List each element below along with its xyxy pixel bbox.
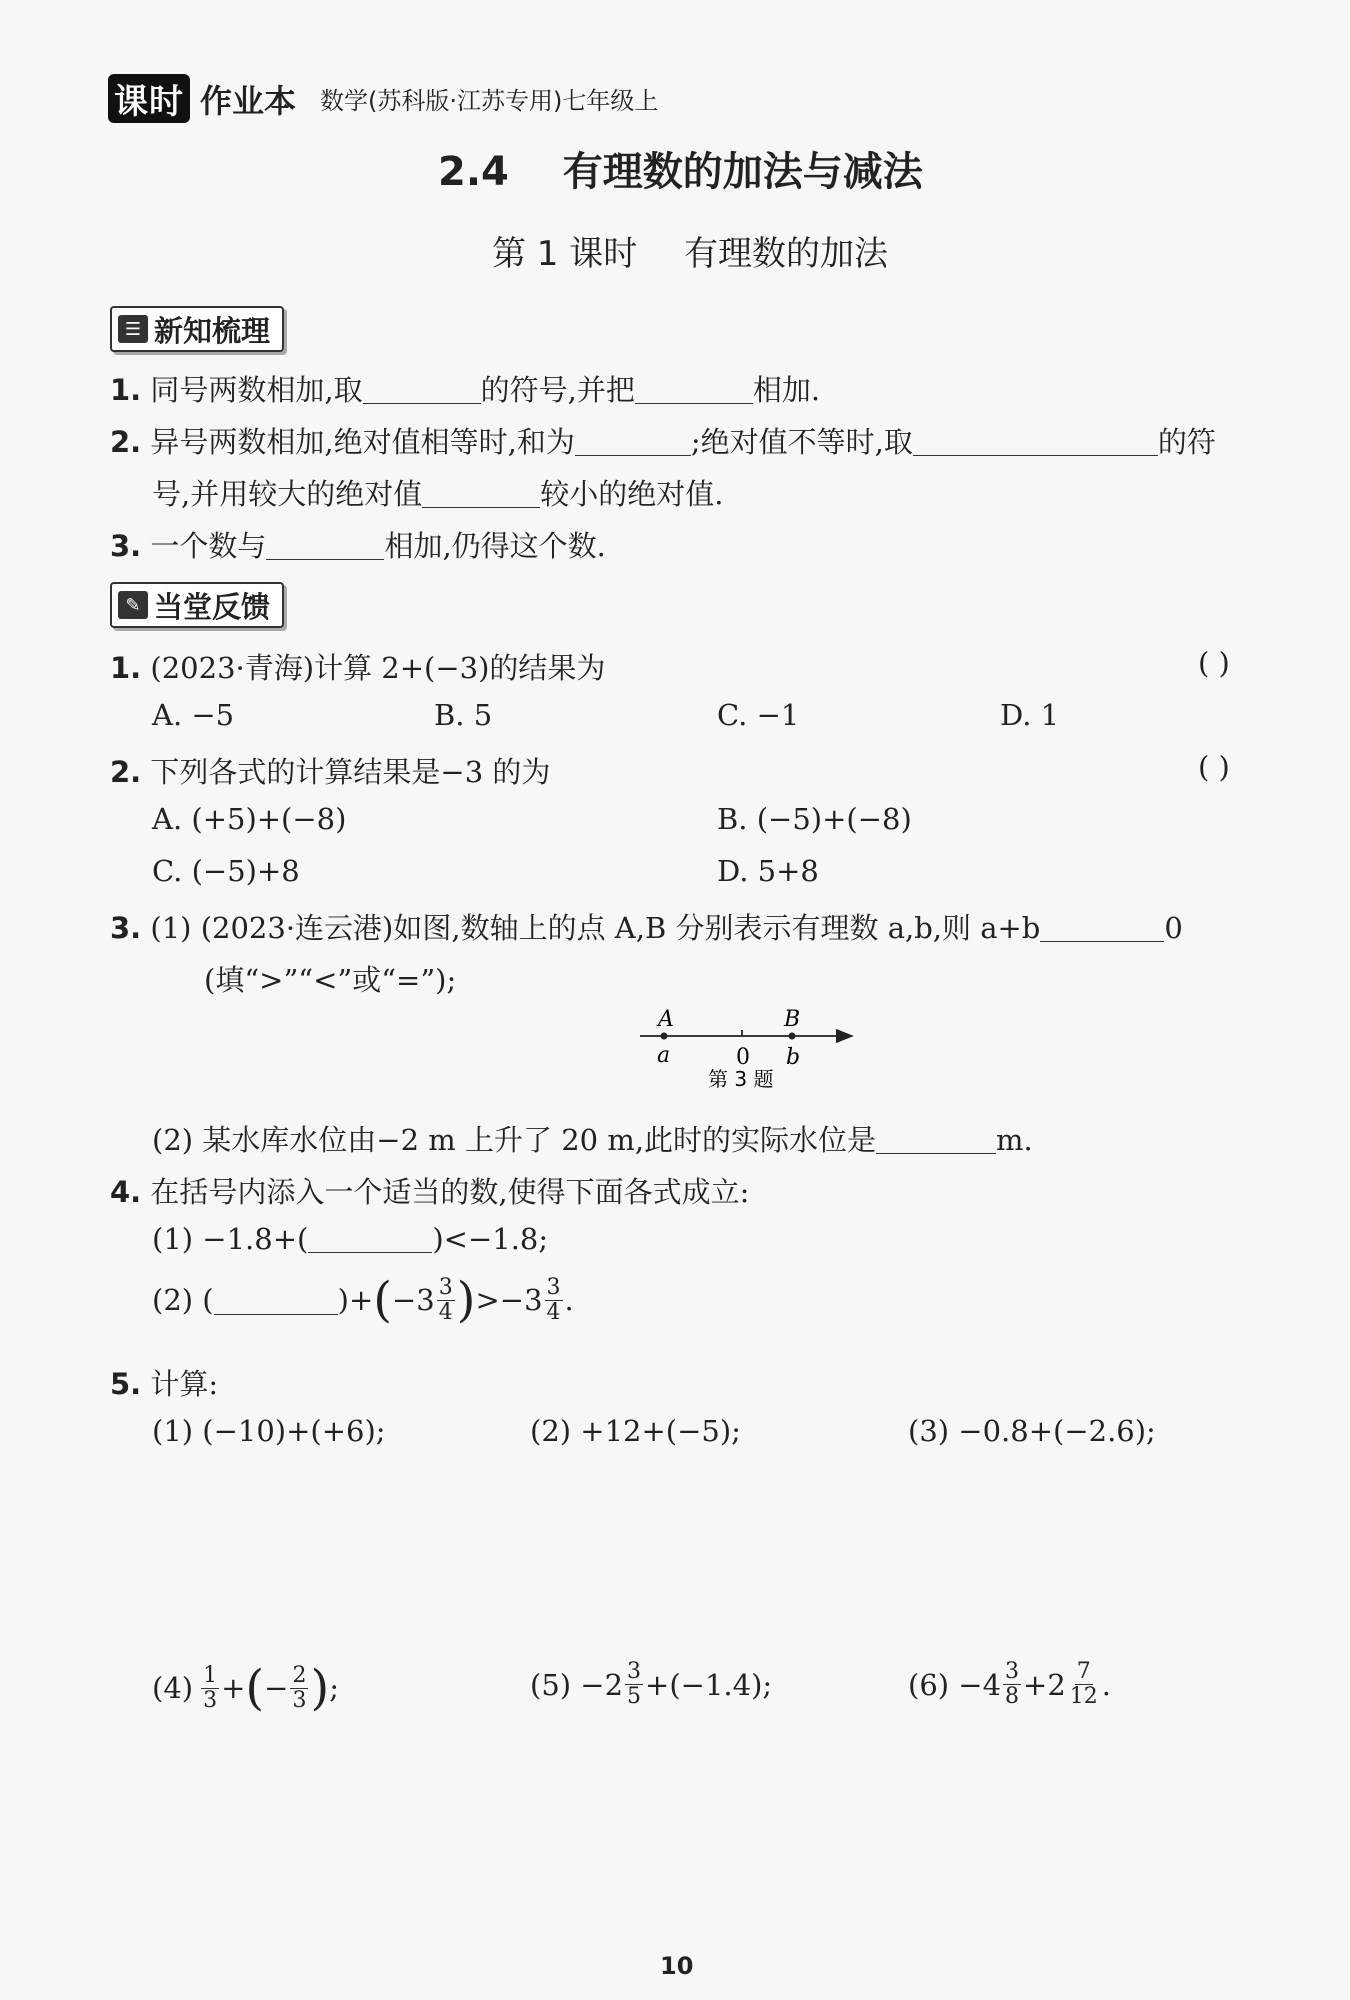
section-label-text: 当堂反馈	[154, 589, 271, 624]
answer-paren[interactable]: ( )	[1198, 750, 1230, 784]
number-line-figure	[620, 1002, 880, 1088]
calc-6: (6) −4 $\frac{3}{8}$ +2 $\frac{7}{12}$ .	[908, 1659, 1112, 1709]
p1-question-2-cont: 号,并用较大的绝对值 较小的绝对值.	[152, 477, 724, 511]
calc-1: (1) (−10)+(+6);	[152, 1414, 386, 1448]
p2-question-3: 3. (1) (2023·连云港)如图,数轴上的点 A,B 分别表示有理数 a,b,则 a+b 0	[110, 911, 1183, 945]
section-title	[438, 140, 923, 197]
pencil-icon: ✎	[118, 591, 148, 619]
section-label-text: 新知梳理	[154, 313, 271, 348]
section-number: 2.4	[438, 149, 509, 195]
blank[interactable]	[575, 427, 691, 456]
blank[interactable]	[308, 1224, 432, 1253]
blank[interactable]	[876, 1125, 996, 1154]
option-b[interactable]: B. 5	[434, 698, 493, 732]
label-a: a	[657, 1043, 671, 1068]
p2-question-3-part2: (2) 某水库水位由−2 m 上升了 20 m,此时的实际水位是 m.	[152, 1123, 1033, 1157]
blank[interactable]	[422, 479, 540, 508]
fraction: $\frac{3}{8}$	[1005, 1659, 1020, 1709]
option-d[interactable]: D. 1	[1000, 698, 1060, 732]
blank[interactable]	[1040, 913, 1164, 942]
option-a[interactable]: A. −5	[152, 698, 235, 732]
blank[interactable]	[635, 375, 753, 404]
fraction: $\frac{1}{3}$	[203, 1662, 218, 1713]
section-label-new-knowledge	[110, 306, 284, 352]
fraction: $\frac{7}{12}$	[1069, 1659, 1098, 1709]
p2-question-5: 5. 计算:	[110, 1367, 219, 1401]
lesson-name: 有理数的加法	[684, 234, 889, 274]
p2-question-4-sub2: (2) ( )+ ( −3 $\frac{3}{4}$ ) >−3 $\frac{3}{4}$ .	[152, 1272, 574, 1328]
subject: 数学(苏科版·江苏专用)七年级上	[320, 87, 659, 115]
p2-question-3-hint: (填“>”“<”或“=”);	[204, 963, 457, 997]
section-label-feedback	[110, 582, 284, 628]
p1-question-2: 2. 异号两数相加,绝对值相等时,和为 ;绝对值不等时,取 的符	[110, 425, 1216, 459]
fraction: $\frac{2}{3}$	[292, 1662, 307, 1713]
p2-question-4: 4. 在括号内添入一个适当的数,使得下面各式成立:	[110, 1175, 750, 1209]
p2-question-4-sub1: (1) −1.8+( )<−1.8;	[152, 1222, 549, 1256]
label-zero: 0	[736, 1045, 750, 1070]
label-B: B	[784, 1007, 801, 1032]
header	[108, 74, 658, 123]
blank[interactable]	[913, 427, 1158, 456]
fraction: $\frac{3}{4}$	[546, 1274, 561, 1325]
p1-question-3: 3. 一个数与 相加,仍得这个数.	[110, 529, 606, 563]
calc-3: (3) −0.8+(−2.6);	[908, 1414, 1156, 1448]
point-b	[789, 1033, 796, 1040]
brand-logo: 课时	[108, 74, 190, 123]
blank[interactable]	[266, 531, 384, 560]
page-number: 10	[660, 1952, 694, 1980]
lesson-title	[492, 226, 888, 275]
book-name: 作业本	[200, 81, 297, 120]
option-a[interactable]: A. (+5)+(−8)	[152, 802, 347, 836]
option-c[interactable]: C. −1	[717, 698, 800, 732]
section-name: 有理数的加法与减法	[562, 149, 923, 195]
answer-paren[interactable]: ( )	[1198, 646, 1230, 680]
book-icon: ☰	[118, 315, 148, 343]
point-a	[661, 1033, 668, 1040]
blank[interactable]	[363, 375, 481, 404]
option-d[interactable]: D. 5+8	[717, 854, 819, 888]
figure-caption: 第 3 题	[708, 1067, 774, 1088]
calc-4: (4) $\frac{1}{3}$ + ( − $\frac{2}{3}$ ) ;	[152, 1660, 339, 1716]
lesson-number: 第 1 课时	[492, 234, 638, 274]
option-c[interactable]: C. (−5)+8	[152, 854, 300, 888]
label-b: b	[786, 1045, 801, 1070]
p2-question-1: 1. (2023·青海)计算 2+(−3)的结果为	[110, 651, 606, 685]
blank[interactable]	[214, 1286, 338, 1315]
calc-5: (5) −2 $\frac{3}{5}$ +(−1.4);	[530, 1659, 773, 1709]
p1-question-1: 1. 同号两数相加,取 的符号,并把 相加.	[110, 373, 821, 407]
fraction: $\frac{3}{5}$	[627, 1659, 642, 1709]
label-A: A	[658, 1007, 674, 1032]
p2-question-2: 2. 下列各式的计算结果是−3 的为	[110, 755, 551, 789]
option-b[interactable]: B. (−5)+(−8)	[717, 802, 912, 836]
fraction: $\frac{3}{4}$	[438, 1274, 453, 1325]
calc-2: (2) +12+(−5);	[530, 1414, 741, 1448]
